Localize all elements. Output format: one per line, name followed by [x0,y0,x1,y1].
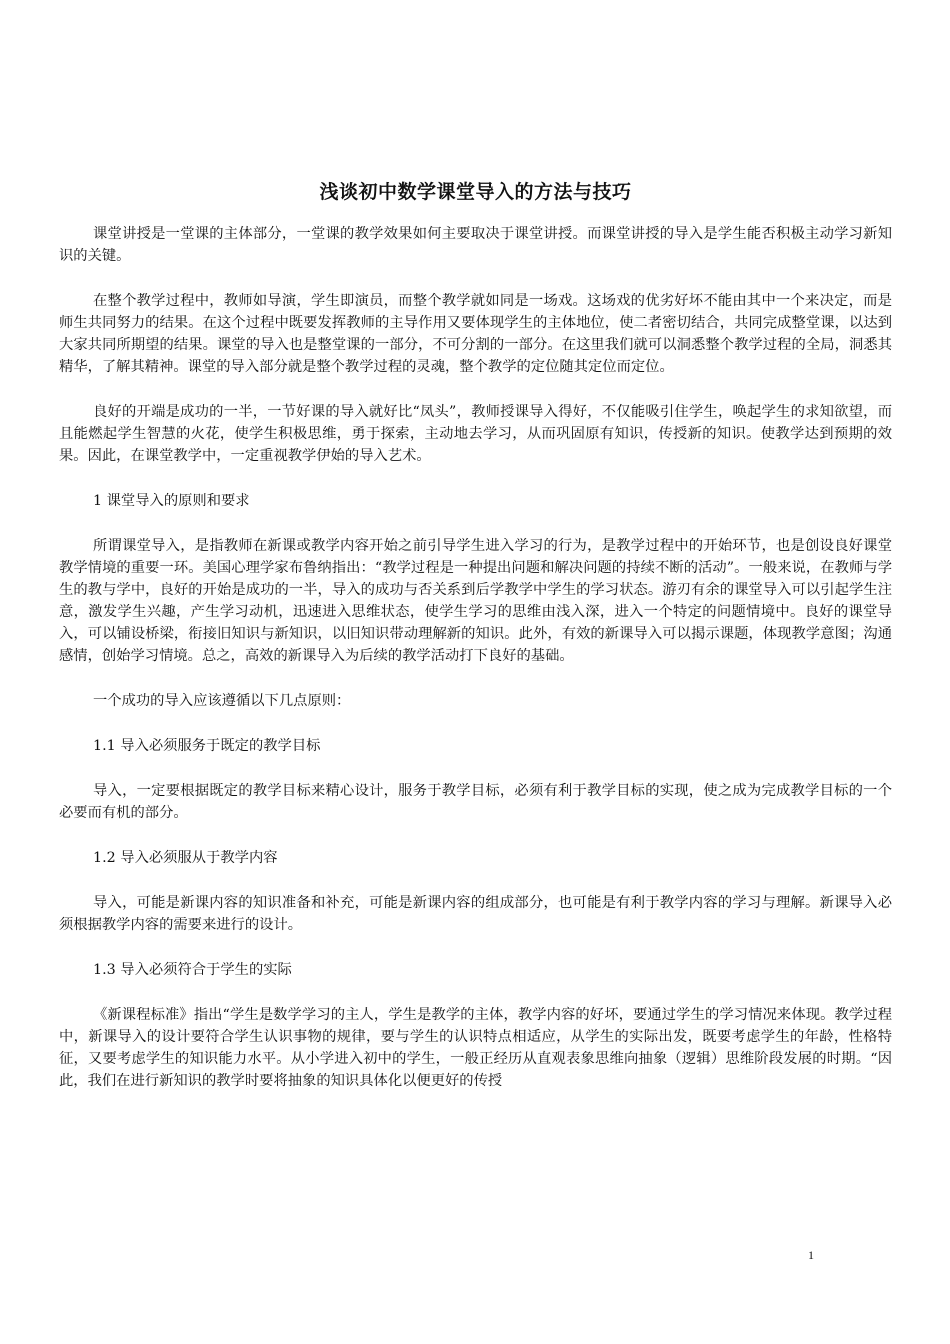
section-heading-1-3: 1.3 导入必须符合于学生的实际 [93,962,292,978]
document-body [59,178,892,1115]
section-heading-1-2: 1.2 导入必须服从于教学内容 [93,850,278,866]
paragraph-1-3: 《新课程标准》指出“学生是数学学习的主人，学生是教学的主体，教学内容的好坏，要通过学生的学习情况来体现。教学过程中，新课导入的设计要符合学生认识事物的规律，要与学生的认识特点相适应，从学生的实际出发，既要考虑学生的年龄，性格特征，又要考虑学生的知识能力水平。从小学进入初中的学生，一般正经历从直观表象思维向抽象（逻辑）思维阶段发展的时期。“因此，我们在进行新知识的教学时要将抽象的知识具体化以便更好的传授 [59,1007,892,1089]
paragraph-1-2: 导入，可能是新课内容的知识准备和补充，可能是新课内容的组成部分，也可能是有利于教学内容的学习与理解。新课导入必须根据教学内容的需要来进行的设计。 [59,895,892,933]
section-heading-1: 1 课堂导入的原则和要求 [93,493,250,509]
document-title: 浅谈初中数学课堂导入的方法与技巧 [319,181,632,203]
paragraph-intro: 课堂讲授是一堂课的主体部分，一堂课的教学效果如何主要取决于课堂讲授。而课堂讲授的导入是学生能否积极主动学习新知识的关键。 [59,226,892,264]
page-number: 1 [808,1248,814,1262]
section-heading-1-1: 1.1 导入必须服务于既定的教学目标 [93,738,321,754]
paragraph-teaching-process: 在整个教学过程中，教师如导演，学生即演员，而整个教学就如同是一场戏。这场戏的优劣好坏不能由其中一个来决定，而是师生共同努力的结果。在这个过程中既要发挥教师的主导作用又要体现学生的主体地位，使二者密切结合，共同完成整堂课，以达到大家共同所期望的结果。课堂的导入也是整堂课的一部分，不可分割的一部分。在这里我们就可以洞悉整个教学过程的全局，洞悉其精华，了解其精神。课堂的导入部分就是整个教学过程的灵魂，整个教学的定位随其定位而定位。 [59,293,892,375]
paragraph-definition: 所谓课堂导入，是指教师在新课或教学内容开始之前引导学生进入学习的行为，是教学过程中的开始环节，也是创设良好课堂教学情境的重要一环。美国心理学家布鲁纳指出：“教学过程是一种提出问题和解决问题的持续不断的活动”。一般来说，在教师与学生的教与学中，良好的开始是成功的一半，导入的成功与否关系到后学教学中学生的学习状态。游刃有余的课堂导入可以引起学生注意，激发学生兴趣，产生学习动机，迅速进入思维状态，使学生学习的思维由浅入深，进入一个特定的问题情境中。良好的课堂导入，可以铺设桥梁，衔接旧知识与新知识，以旧知识带动理解新的知识。此外，有效的新课导入可以揭示课题，体现教学意图；沟通感情，创始学习情境。总之，高效的新课导入为后续的教学活动打下良好的基础。 [59,538,892,664]
paragraph-principles-intro: 一个成功的导入应该遵循以下几点原则： [93,693,351,709]
paragraph-1-1: 导入，一定要根据既定的教学目标来精心设计，服务于教学目标，必须有利于教学目标的实现，使之成为完成教学目标的一个必要而有机的部分。 [59,783,892,821]
paragraph-good-start: 良好的开端是成功的一半，一节好课的导入就好比“凤头”，教师授课导入得好，不仅能吸引住学生，唤起学生的求知欲望，而且能燃起学生智慧的火花，使学生积极思维，勇于探索，主动地去学习，从而巩固原有知识，传授新的知识。使教学达到预期的效果。因此，在课堂教学中，一定重视教学伊始的导入艺术。 [59,404,892,464]
